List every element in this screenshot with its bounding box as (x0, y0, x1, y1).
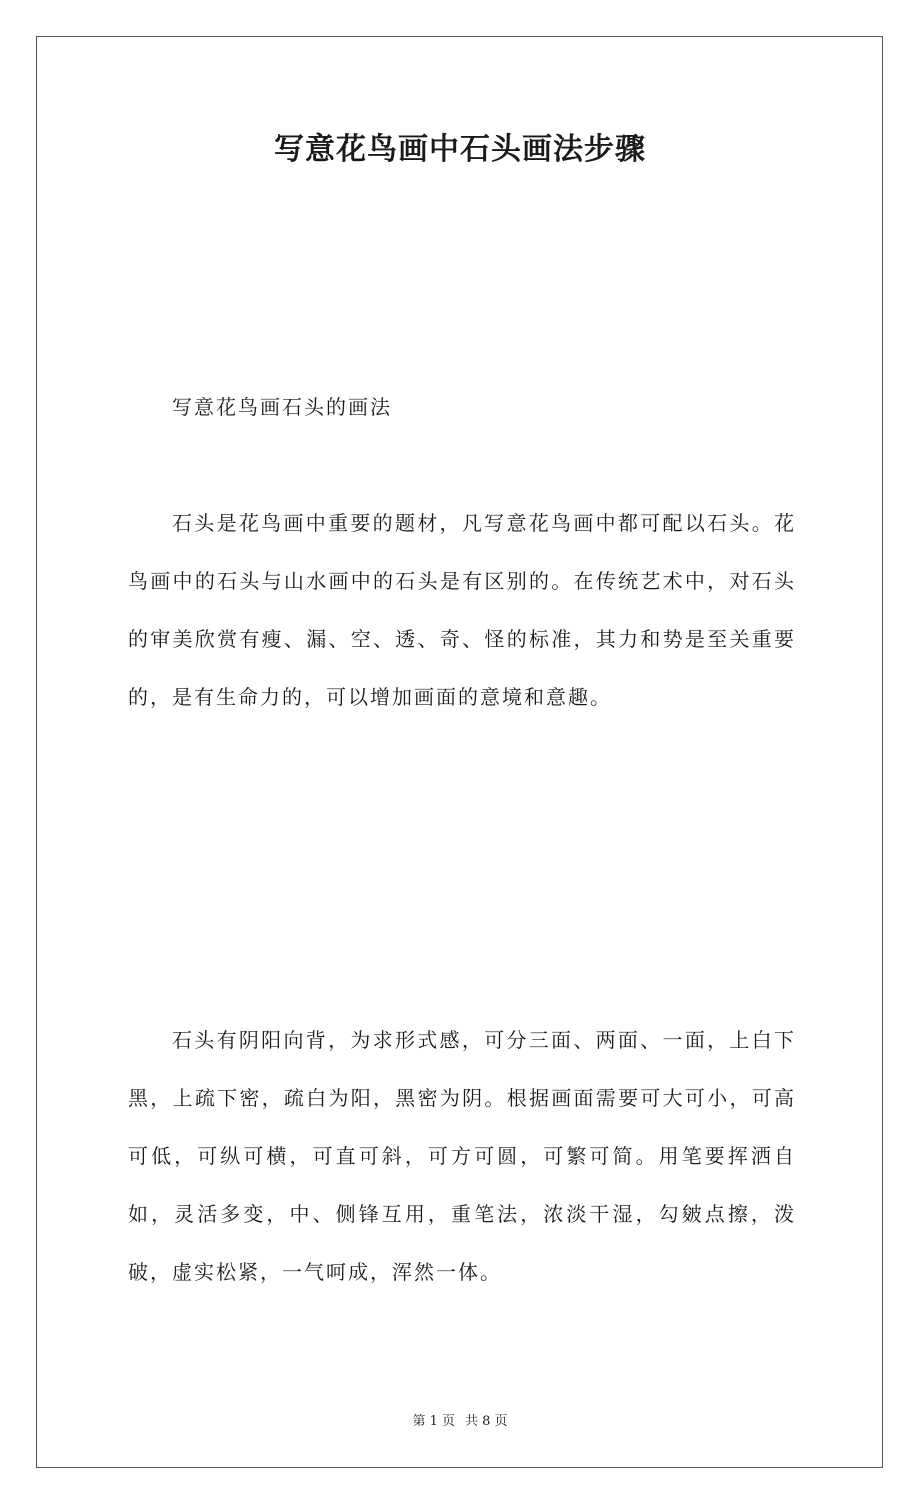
paragraph-2: 石头有阴阳向背，为求形式感，可分三面、两面、一面，上白下黑，上疏下密，疏白为阳，黑密为阴。根据画面需要可大可小，可高可低，可纵可横，可直可斜，可方可圆，可繁可简。用笔要挥洒自如，灵活多变，中、侧锋互用，重笔法，浓淡干湿，勾皴点擦，泼破，虚实松紧，一气呵成，浑然一体。 (128, 1028, 796, 1284)
page-footer (0, 1412, 920, 1432)
paragraph-1: 石头是花鸟画中重要的题材，凡写意花鸟画中都可配以石头。花鸟画中的石头与山水画中的石头是有区别的。在传统艺术中，对石头的审美欣赏有瘦、漏、空、透、奇、怪的标准，其力和势是至关重要的，是有生命力的，可以增加画面的意境和意趣。 (128, 511, 796, 709)
page-number: 第 1 页 (412, 1414, 455, 1429)
page-count: 共 8 页 (465, 1414, 508, 1429)
document-title: 写意花鸟画中石头画法步骤 (274, 132, 646, 167)
section-heading: 写意花鸟画石头的画法 (172, 395, 392, 419)
